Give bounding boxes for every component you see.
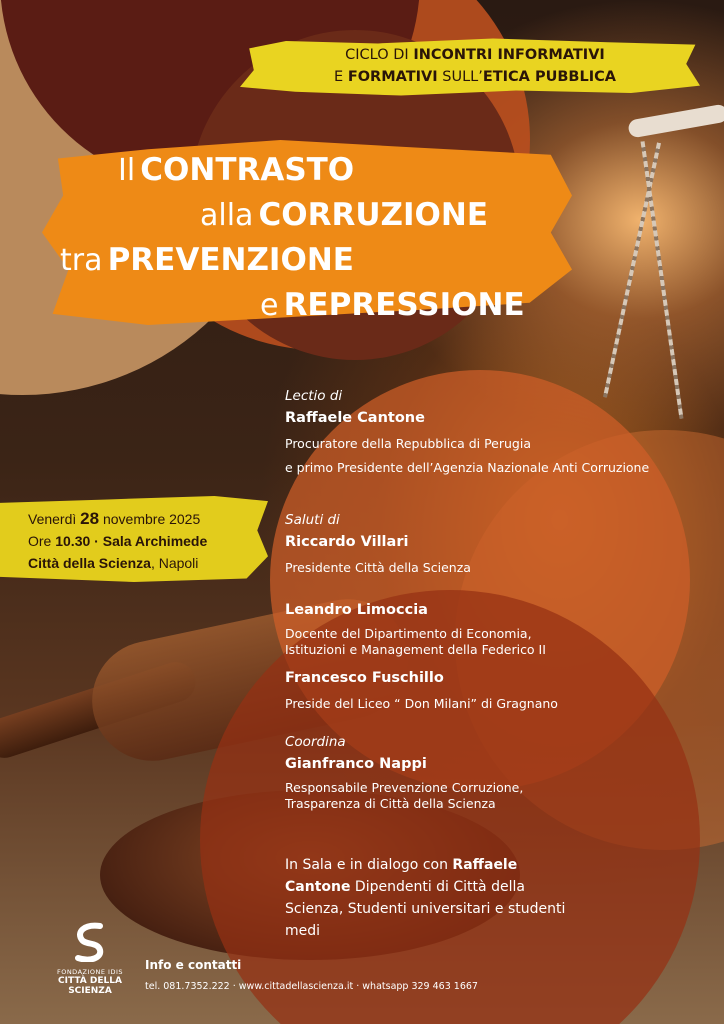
speaker-desc: Responsabile Prevenzione Corruzione, [285, 780, 524, 795]
event-month: novembre 2025 [102, 511, 201, 527]
speaker-desc: e primo Presidente dell’Agenzia Nazionale Anti Corruzione [285, 460, 650, 475]
event-separator: · [94, 533, 99, 549]
speaker-name: Riccardo Villari [285, 534, 409, 550]
speaker-name: Leandro Limoccia [285, 602, 428, 618]
logo-subtitle: FONDAZIONE IDIS [56, 968, 124, 976]
event-venue: Città della Scienza [28, 555, 151, 571]
event-city: , Napoli [150, 555, 199, 571]
closing-note [285, 854, 585, 942]
event-details [28, 508, 258, 574]
series-heading [270, 44, 680, 88]
closing-text: In Sala e in dialogo con [285, 857, 448, 873]
series-text: E [334, 69, 344, 85]
logo-title: CITTÀ DELLA SCIENZA [58, 976, 122, 996]
speaker-desc: Procuratore della Repubblica di Perugia [285, 436, 531, 451]
speaker-desc: Istituzioni e Management della Federico II [285, 642, 546, 657]
series-text: ETICA PUBBLICA [482, 69, 616, 85]
title-word: PREVENZIONE [107, 242, 354, 278]
speaker-name: Francesco Fuschillo [285, 670, 444, 686]
page-title [60, 150, 560, 330]
logo-s-icon [70, 922, 110, 962]
lectio-block [285, 388, 710, 478]
closing-text: Dipendenti di Città della Scienza, Studenti universitari e studenti medi [285, 879, 566, 939]
title-word: alla [200, 198, 254, 233]
title-word: Il [118, 153, 136, 188]
organizer-logo [40, 922, 140, 996]
title-word: tra [60, 243, 103, 278]
info-title: Info e contatti [145, 958, 242, 972]
role-label: Saluti di [285, 512, 340, 528]
speaker-desc: Docente del Dipartimento di Economia, [285, 626, 532, 641]
role-label: Coordina [285, 734, 346, 750]
event-day: Venerdì [28, 511, 77, 527]
saluti-block [285, 512, 710, 578]
scale-beam [627, 103, 724, 138]
limoccia-block [285, 602, 710, 658]
event-time: 10.30 [55, 533, 91, 549]
closing-name: Raffaele Cantone [285, 857, 518, 895]
scale-chain-left [603, 142, 661, 397]
fuschillo-block [285, 670, 710, 714]
speaker-desc: Presidente Città della Scienza [285, 560, 471, 575]
speaker-desc: Preside del Liceo “ Don Milani” di Gragnano [285, 696, 558, 711]
title-word: e [260, 288, 279, 323]
speaker-name: Gianfranco Nappi [285, 756, 427, 772]
title-word: CORRUZIONE [258, 197, 489, 233]
event-time-prefix: Ore [28, 533, 52, 549]
event-room: Sala Archimede [102, 533, 208, 549]
title-word: REPRESSIONE [283, 287, 525, 323]
series-text: INCONTRI INFORMATIVI [413, 47, 605, 63]
series-text: FORMATIVI [347, 69, 438, 85]
series-text: CICLO DI [345, 47, 409, 63]
scale-chain-right [641, 141, 684, 419]
role-label: Lectio di [285, 388, 343, 404]
speaker-desc: Trasparenza di Città della Scienza [285, 796, 496, 811]
series-text: SULL’ [442, 69, 483, 85]
coordina-block [285, 734, 710, 812]
contact-line: tel. 081.7352.222 · www.cittadellascienza.it · whatsapp 329 463 1667 [145, 981, 478, 992]
event-date-number: 28 [80, 509, 100, 528]
speaker-name: Raffaele Cantone [285, 410, 425, 426]
title-word: CONTRASTO [140, 152, 355, 188]
